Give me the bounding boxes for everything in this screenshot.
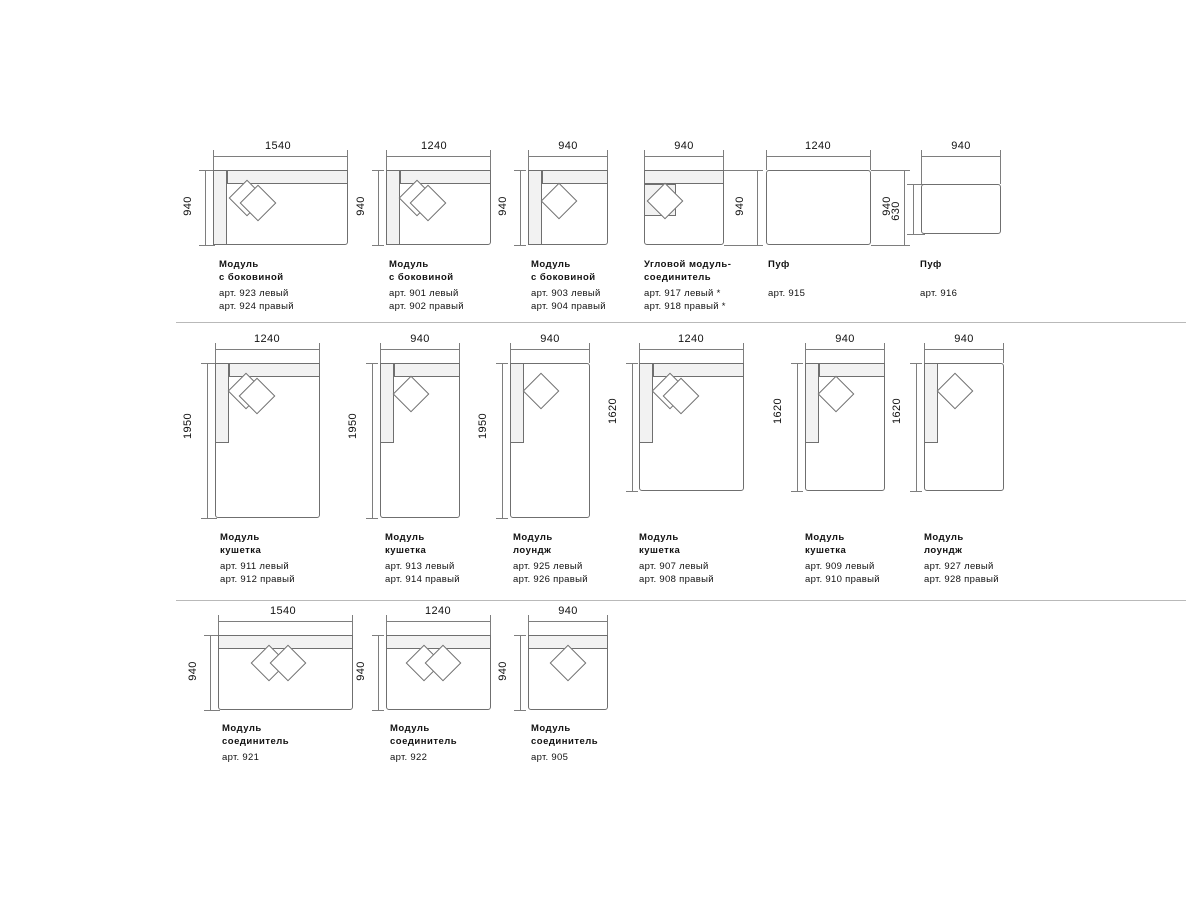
dim-left-tick-top bbox=[910, 363, 922, 364]
caption-title-line-1: Модуль bbox=[389, 259, 429, 270]
dim-ext-left bbox=[528, 156, 529, 170]
caption-title-line-1: Модуль bbox=[219, 259, 259, 270]
backrest bbox=[819, 363, 885, 377]
dim-left-ext-bottom bbox=[205, 245, 215, 246]
module-caption bbox=[220, 532, 295, 586]
caption-art-2: арт. 918 правый * bbox=[644, 300, 726, 312]
dim-right-ext-bottom bbox=[724, 245, 754, 246]
dim-left-tick-top bbox=[366, 363, 378, 364]
dim-left-label: 630 bbox=[889, 201, 902, 221]
dim-left-line bbox=[502, 363, 503, 518]
dim-left-tick-top bbox=[626, 363, 638, 364]
caption-title-line-1: Модуль bbox=[531, 259, 571, 270]
caption-art-1: арт. 923 левый bbox=[219, 288, 289, 299]
dim-left-line bbox=[372, 363, 373, 518]
dim-ext-right bbox=[1003, 349, 1004, 363]
dim-ext-left bbox=[924, 349, 925, 363]
dim-left-line bbox=[520, 170, 521, 245]
dim-top-label: 1540 bbox=[269, 605, 297, 617]
module-caption bbox=[385, 532, 460, 586]
dim-top-line bbox=[380, 349, 460, 350]
caption-title-line-2: соединитель bbox=[222, 735, 290, 747]
dim-ext-left bbox=[213, 156, 214, 170]
dim-left-line bbox=[207, 363, 208, 518]
caption-title-line-2: кушетка bbox=[385, 544, 427, 556]
caption-title-line-1: Модуль bbox=[639, 532, 679, 543]
dim-ext-right bbox=[607, 156, 608, 170]
module-caption bbox=[513, 532, 588, 586]
caption-art-2: арт. 910 правый bbox=[805, 573, 880, 585]
armrest bbox=[215, 363, 229, 443]
dim-left-label: 940 bbox=[354, 661, 367, 681]
dim-left-tick-top bbox=[372, 170, 384, 171]
module-caption bbox=[222, 723, 289, 765]
dim-left-tick-bottom bbox=[791, 491, 803, 492]
caption-art-2: арт. 904 правый bbox=[531, 300, 606, 312]
dim-ext-left bbox=[218, 621, 219, 635]
module-caption bbox=[639, 532, 714, 586]
dim-left-label: 940 bbox=[354, 196, 367, 216]
dim-top-label: 940 bbox=[410, 333, 430, 345]
dim-left-line bbox=[916, 363, 917, 491]
dim-top-label: 1240 bbox=[677, 333, 705, 345]
caption-art-1: арт. 916 bbox=[920, 287, 958, 299]
dim-top-label: 940 bbox=[558, 605, 578, 617]
armrest bbox=[639, 363, 653, 443]
caption-art-2: арт. 926 правый bbox=[513, 573, 588, 585]
dim-top-label: 940 bbox=[558, 140, 578, 152]
dim-top-label: 940 bbox=[540, 333, 560, 345]
dim-ext-left bbox=[215, 349, 216, 363]
caption-art-1: арт. 903 левый bbox=[531, 288, 601, 299]
dim-ext-right bbox=[607, 621, 608, 635]
caption-title-line-1: Модуль bbox=[531, 723, 571, 734]
dim-left-line bbox=[205, 170, 206, 245]
caption-art-1: арт. 922 bbox=[390, 752, 428, 763]
dim-ext-right bbox=[743, 349, 744, 363]
dim-left-ext-bottom bbox=[210, 710, 220, 711]
dim-ext-left bbox=[380, 349, 381, 363]
armrest bbox=[386, 170, 400, 245]
dim-left-label: 1950 bbox=[347, 412, 360, 440]
dim-top-label: 1240 bbox=[420, 140, 448, 152]
dim-top-line bbox=[921, 156, 1001, 157]
dim-left-tick-top bbox=[514, 635, 526, 636]
caption-art-2: арт. 902 правый bbox=[389, 300, 464, 312]
caption-art-1: арт. 915 bbox=[768, 287, 806, 299]
caption-title-line-1: Модуль bbox=[222, 723, 262, 734]
dim-ext-left bbox=[528, 621, 529, 635]
dim-ext-left bbox=[805, 349, 806, 363]
dim-left-label: 940 bbox=[496, 661, 509, 681]
dim-top-label: 1240 bbox=[253, 333, 281, 345]
dim-right-line bbox=[904, 170, 905, 245]
dim-ext-right bbox=[347, 156, 348, 170]
caption-art-1: арт. 911 левый bbox=[220, 561, 289, 572]
caption-title-line-2: кушетка bbox=[220, 544, 262, 556]
side-rest bbox=[510, 363, 524, 443]
caption-title-line-2: лоундж bbox=[513, 544, 552, 556]
dim-left-tick-bottom bbox=[372, 245, 384, 246]
caption-art-1: арт. 913 левый bbox=[385, 561, 455, 572]
row-separator-1 bbox=[176, 322, 1186, 323]
dim-ext-left bbox=[766, 156, 767, 170]
module-caption bbox=[920, 259, 957, 300]
dim-ext-left bbox=[644, 156, 645, 170]
dim-left-label: 1620 bbox=[772, 397, 785, 425]
dim-ext-right bbox=[352, 621, 353, 635]
caption-art-1: арт. 905 bbox=[531, 752, 569, 763]
backrest bbox=[644, 170, 724, 184]
dim-ext-right bbox=[490, 621, 491, 635]
dim-top-label: 940 bbox=[835, 333, 855, 345]
dim-top-line bbox=[510, 349, 590, 350]
pouf-outline bbox=[921, 184, 1001, 234]
dim-left-line bbox=[913, 184, 914, 234]
dim-top-line bbox=[218, 621, 353, 622]
dim-left-ext-bottom bbox=[913, 234, 925, 235]
dim-left-tick-bottom bbox=[514, 245, 526, 246]
module-caption bbox=[389, 259, 464, 313]
dim-top-line bbox=[386, 621, 491, 622]
armrest bbox=[805, 363, 819, 443]
dim-left-label: 1620 bbox=[891, 397, 904, 425]
dim-ext-left bbox=[386, 621, 387, 635]
module-caption bbox=[219, 259, 294, 313]
caption-title-line-2: кушетка bbox=[805, 544, 847, 556]
caption-title-line-1: Пуф bbox=[768, 259, 790, 270]
caption-title-line-2: с боковиной bbox=[389, 271, 454, 283]
caption-title-line-1: Угловой модуль- bbox=[644, 259, 732, 270]
side-rest bbox=[924, 363, 938, 443]
dim-left-tick-top bbox=[514, 170, 526, 171]
dim-left-tick-top bbox=[496, 363, 508, 364]
caption-title-line-2: с боковиной bbox=[219, 271, 284, 283]
dim-ext-right bbox=[884, 349, 885, 363]
dim-top-label: 1240 bbox=[424, 605, 452, 617]
caption-art-1: арт. 907 левый bbox=[639, 561, 709, 572]
caption-title-line-1: Модуль bbox=[513, 532, 553, 543]
dim-top-line bbox=[528, 621, 608, 622]
dim-top-label: 940 bbox=[674, 140, 694, 152]
dim-ext-right bbox=[319, 349, 320, 363]
row-separator-2 bbox=[176, 600, 1186, 601]
caption-art-2: арт. 928 правый bbox=[924, 573, 999, 585]
dim-ext-left bbox=[921, 156, 922, 184]
caption-art-2: арт. 908 правый bbox=[639, 573, 714, 585]
dim-top-label: 1540 bbox=[264, 140, 292, 152]
dim-right-ext-top bbox=[724, 170, 754, 171]
dim-top-label: 940 bbox=[951, 140, 971, 152]
dim-top-line bbox=[805, 349, 885, 350]
dim-left-label: 1950 bbox=[182, 412, 195, 440]
dim-left-ext-bottom bbox=[207, 518, 217, 519]
caption-title-line-1: Модуль bbox=[220, 532, 260, 543]
caption-title-line-2: соединитель bbox=[644, 271, 712, 283]
dim-right-label: 940 bbox=[733, 196, 746, 216]
caption-art-2: арт. 914 правый bbox=[385, 573, 460, 585]
dim-top-line bbox=[213, 156, 348, 157]
dim-left-tick-bottom bbox=[496, 518, 508, 519]
caption-title-line-2: лоундж bbox=[924, 544, 963, 556]
module-caption bbox=[531, 723, 598, 765]
caption-title-line-2: соединитель bbox=[531, 735, 599, 747]
dim-left-line bbox=[378, 170, 379, 245]
dim-left-tick-bottom bbox=[626, 491, 638, 492]
dim-top-label: 1240 bbox=[804, 140, 832, 152]
dim-top-line bbox=[766, 156, 871, 157]
armrest bbox=[528, 170, 542, 245]
dim-ext-right bbox=[490, 156, 491, 170]
caption-art-1: арт. 909 левый bbox=[805, 561, 875, 572]
dim-left-label: 1620 bbox=[607, 397, 620, 425]
backrest bbox=[542, 170, 608, 184]
backrest bbox=[386, 635, 491, 649]
caption-art-1: арт. 901 левый bbox=[389, 288, 459, 299]
caption-art-2: арт. 912 правый bbox=[220, 573, 295, 585]
dim-left-line bbox=[520, 635, 521, 710]
caption-art-1: арт. 927 левый bbox=[924, 561, 994, 572]
dim-left-line bbox=[378, 635, 379, 710]
dim-ext-right bbox=[459, 349, 460, 363]
dim-top-line bbox=[215, 349, 320, 350]
caption-title-line-1: Модуль bbox=[924, 532, 964, 543]
module-caption bbox=[768, 259, 805, 300]
module-caption bbox=[805, 532, 880, 586]
caption-title-line-1: Модуль bbox=[390, 723, 430, 734]
caption-art-1: арт. 917 левый * bbox=[644, 288, 721, 299]
backrest bbox=[394, 363, 460, 377]
dim-ext-right bbox=[723, 156, 724, 170]
dim-right-line bbox=[757, 170, 758, 245]
module-caption bbox=[644, 259, 731, 313]
dim-top-line bbox=[386, 156, 491, 157]
dim-right-label: 940 bbox=[880, 196, 893, 216]
dim-left-label: 1950 bbox=[477, 412, 490, 440]
dim-top-line bbox=[924, 349, 1004, 350]
dim-top-line bbox=[639, 349, 744, 350]
dim-ext-right bbox=[1000, 156, 1001, 184]
dim-left-tick-bottom bbox=[366, 518, 378, 519]
dim-left-label: 940 bbox=[181, 196, 194, 216]
dim-left-tick-bottom bbox=[372, 710, 384, 711]
caption-title-line-2: кушетка bbox=[639, 544, 681, 556]
dim-top-line bbox=[644, 156, 724, 157]
module-caption bbox=[924, 532, 999, 586]
dim-ext-right bbox=[870, 156, 871, 170]
caption-art-1: арт. 925 левый bbox=[513, 561, 583, 572]
armrest bbox=[213, 170, 227, 245]
caption-art-2: арт. 924 правый bbox=[219, 300, 294, 312]
dim-ext-left bbox=[510, 349, 511, 363]
caption-title-line-2: с боковиной bbox=[531, 271, 596, 283]
dim-left-line bbox=[632, 363, 633, 491]
dim-ext-left bbox=[639, 349, 640, 363]
module-caption bbox=[531, 259, 606, 313]
dim-left-tick-bottom bbox=[910, 491, 922, 492]
caption-title-line-1: Пуф bbox=[920, 259, 942, 270]
dim-left-label: 940 bbox=[496, 196, 509, 216]
dim-top-line bbox=[528, 156, 608, 157]
caption-title-line-2: соединитель bbox=[390, 735, 458, 747]
module-caption bbox=[390, 723, 457, 765]
dim-right-ext-top bbox=[871, 170, 901, 171]
dim-left-line bbox=[797, 363, 798, 491]
dim-ext-right bbox=[589, 349, 590, 363]
module-outline bbox=[639, 363, 744, 491]
caption-title-line-1: Модуль bbox=[385, 532, 425, 543]
caption-art-1: арт. 921 bbox=[222, 752, 260, 763]
dim-ext-left bbox=[386, 156, 387, 170]
armrest bbox=[380, 363, 394, 443]
caption-title-line-1: Модуль bbox=[805, 532, 845, 543]
dim-top-label: 940 bbox=[954, 333, 974, 345]
dim-right-ext-bottom bbox=[871, 245, 901, 246]
dim-left-tick-bottom bbox=[514, 710, 526, 711]
pouf-outline bbox=[766, 170, 871, 245]
dim-left-line bbox=[210, 635, 211, 710]
dim-left-tick-top bbox=[791, 363, 803, 364]
dim-left-label: 940 bbox=[186, 661, 199, 681]
dim-left-tick-top bbox=[372, 635, 384, 636]
